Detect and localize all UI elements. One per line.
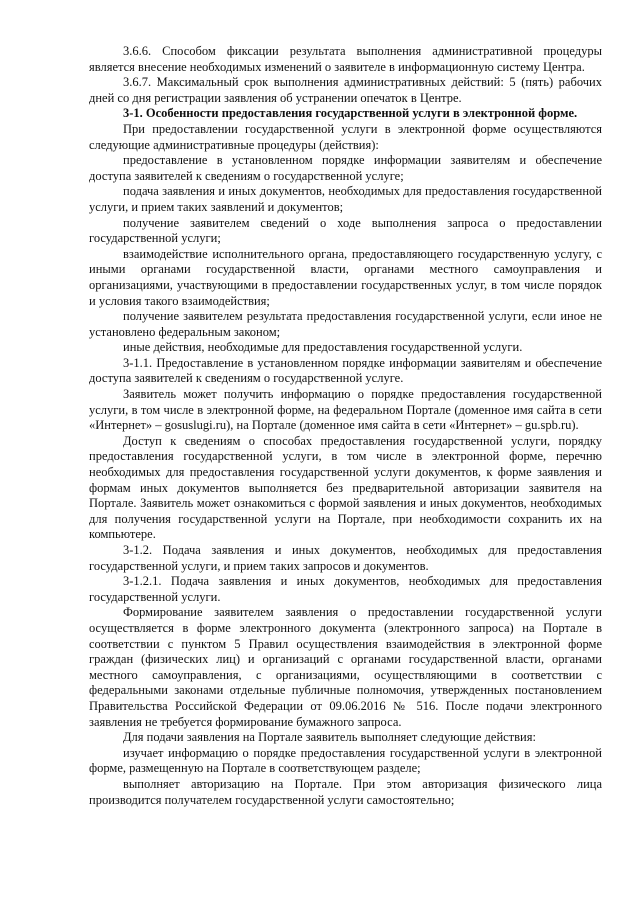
document-body <box>89 44 602 808</box>
list-item-interaction: взаимодействие исполнительного органа, предоставляющего государственную услугу, с иными органами государственной власти, органами местного самоуправления и организациями, участвующими в предоставлении государственных услуг, в том числе порядок и условия такого взаимодействия; <box>89 246 602 308</box>
paragraph-portal-info: Заявитель может получить информацию о порядке предоставления государственной услуги, в том числе в электронной форме, на федеральном Портале (доменное имя сайта в сети «Интернет» – gosuslugi.ru), на Портале (доменное имя сайта в сети «Интернет» – gu.spb.ru). <box>89 387 602 433</box>
list-item-submission: подача заявления и иных документов, необходимых для предоставления государственной услуги, и прием таких заявлений и документов; <box>89 184 602 214</box>
list-item-status: получение заявителем сведений о ходе выполнения запроса о предоставлении государственной услуги; <box>89 215 602 246</box>
list-item-other: иные действия, необходимые для предоставления государственной услуги. <box>123 340 523 355</box>
paragraph-3-6-7: 3.6.7. Максимальный срок выполнения административных действий: 5 (пять) рабочих дней со дня регистрации заявления об устранении опечаток в Центре. <box>89 75 602 105</box>
paragraph-intro: При предоставлении государственной услуги в электронной форме осуществляются следующие административные процедуры (действия): <box>89 121 602 152</box>
list-item-study: изучает информацию о порядке предоставления государственной услуги в электронной форме, размещенную на Портале в соответствующем разделе; <box>89 745 602 776</box>
section-heading-3-1: 3-1. Особенности предоставления государственной услуги в электронной форме. <box>123 106 578 121</box>
paragraph-access: Доступ к сведениям о способах предоставления государственной услуги, порядку предоставления государственной услуги, в том числе в электронной форме, перечню необходимых для предоставления государственной услуги документов, к форме заявления и формам иных документов выполняется без предварительной авторизации заявителя на Портале. Заявитель может ознакомиться с формой заявления и иных документов, необходимых для получения государственной услуги на Портале, при необходимости сохранить их на компьютере. <box>89 433 602 542</box>
paragraph-3-6-6: 3.6.6. Способом фиксации результата выполнения административной процедуры является внесение необходимых изменений о заявителе в информационную систему Центра. <box>89 44 602 74</box>
paragraph-3-1-1: 3-1.1. Предоставление в установленном порядке информации заявителям и обеспечение доступа заявителей к сведениям о государственной услуге. <box>89 355 602 386</box>
paragraph-3-1-2-1: 3-1.2.1. Подача заявления и иных документов, необходимых для предоставления государственной услуги. <box>89 574 602 604</box>
paragraph-steps-intro: Для подачи заявления на Портале заявитель выполняет следующие действия: <box>123 730 536 745</box>
list-item-information: предоставление в установленном порядке информации заявителям и обеспечение доступа заявителей к сведениям о государственной услуге; <box>89 153 602 183</box>
list-item-result: получение заявителем результата предоставления государственной услуги, если иное не установлено федеральным законом; <box>89 309 602 339</box>
list-item-authorization: выполняет авторизацию на Портале. При этом авторизация физического лица производится получателем государственной услуги самостоятельно; <box>89 776 602 807</box>
paragraph-3-1-2: 3-1.2. Подача заявления и иных документов, необходимых для предоставления государственной услуги, и прием таких запросов и документов. <box>89 543 602 573</box>
paragraph-formation: Формирование заявителем заявления о предоставлении государственной услуги осуществляется в форме электронного документа (электронного запроса) на Портале в соответствии с пунктом 5 Правил осуществления взаимодействия в электронной форме граждан (физических лиц) и организаций с органами государственной власти, органами местного самоуправления, с организациями, осуществляющими в соответствии с федеральными законами отдельные публичные полномочия, утвержденных постановлением Правительства Российской Федерации от 09.06.2016 № 516. После подачи электронного заявления не требуется формирование бумажного запроса. <box>89 605 602 729</box>
